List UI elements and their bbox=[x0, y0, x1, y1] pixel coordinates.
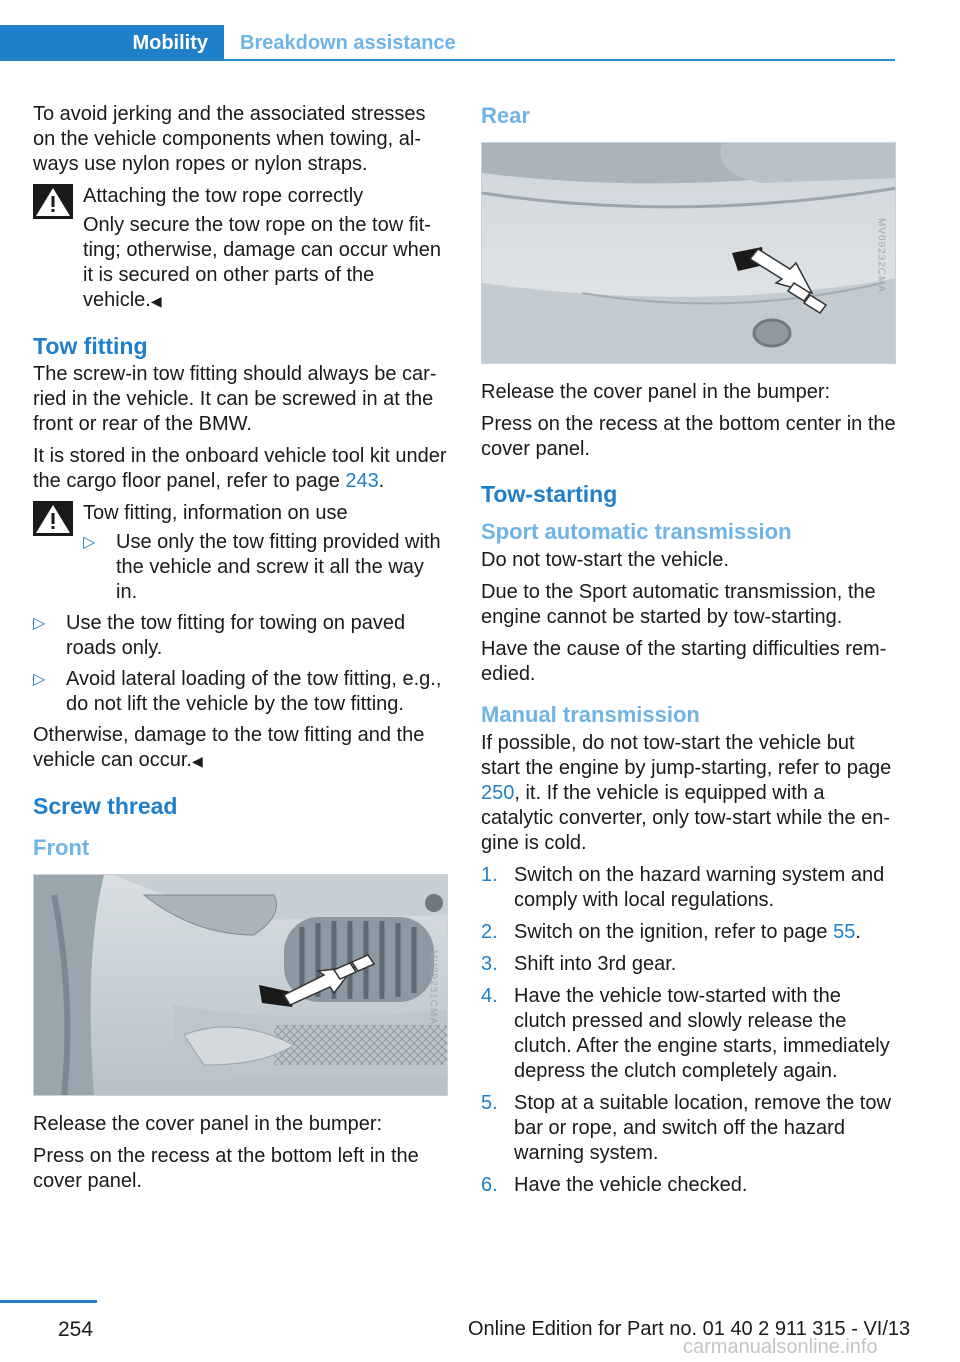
list-item bbox=[481, 952, 896, 977]
step-number: 6. bbox=[481, 1174, 498, 1196]
end-mark: ◀ bbox=[191, 753, 203, 769]
intro-paragraph: To avoid jerking and the associated stresses on the vehicle components when towing, always use nylon ropes or nylon straps. bbox=[33, 103, 426, 175]
page-link-250[interactable]: 250 bbox=[481, 782, 515, 804]
heading-tow-fitting: Tow fitting bbox=[33, 333, 148, 359]
step-text: Have the vehicle tow-started with the clutch pressed and slowly release the clutch. After the engine starts, immediately depress the clutch completely again. bbox=[514, 985, 890, 1082]
step-number: 2. bbox=[481, 921, 498, 943]
front-instruction-1: Release the cover panel in the bumper: bbox=[33, 1113, 383, 1135]
edition-footer: Online Edition for Part no. 01 40 2 911 315 - VI/13 bbox=[468, 1318, 911, 1340]
text-run: . bbox=[378, 470, 385, 492]
list-item bbox=[33, 611, 448, 661]
sport-paragraph-1: Do not tow-start the vehicle. bbox=[481, 549, 729, 571]
tow-start-steps bbox=[481, 863, 896, 1198]
page-number: 254 bbox=[58, 1318, 94, 1341]
warning-bullet-list bbox=[83, 530, 448, 605]
triangle-bullet-icon: ▷ bbox=[83, 534, 96, 551]
list-item-text: Use only the tow fitting provided with the vehicle and screw it all the way in. bbox=[116, 531, 441, 603]
warning-icon bbox=[33, 184, 73, 219]
triangle-bullet-icon: ▷ bbox=[33, 671, 46, 688]
step-number: 4. bbox=[481, 985, 498, 1007]
rear-bumper-illustration bbox=[482, 143, 896, 364]
warning-end-paragraph bbox=[33, 723, 448, 774]
step-number: 5. bbox=[481, 1092, 498, 1114]
step-text: Stop at a suitable location, remove the tow bar or rope, and switch off the hazard warning system. bbox=[514, 1092, 891, 1164]
left-column bbox=[33, 102, 448, 1201]
text-run: If possible, do not tow-start the vehicle but start the engine by jump-starting, refer to page bbox=[481, 732, 892, 779]
warning-title: Attaching the tow rope correctly bbox=[83, 185, 364, 207]
heading-rear: Rear bbox=[481, 103, 530, 128]
watermark: carmanualsonline.info bbox=[683, 1336, 878, 1358]
bullet-list bbox=[33, 611, 448, 717]
right-column bbox=[481, 102, 896, 1205]
text-run: , it. If the vehicle is equipped with a catalytic converter, only tow-start while the engine is cold. bbox=[481, 782, 891, 854]
heading-front: Front bbox=[33, 835, 90, 860]
text-run: Otherwise, damage to the tow fitting and the vehicle can occur. bbox=[33, 724, 425, 771]
triangle-bullet-icon: ▷ bbox=[33, 615, 46, 632]
list-item-text: Avoid lateral loading of the tow fitting, e.g., do not lift the vehicle by the tow fitting. bbox=[66, 668, 442, 715]
heading-manual-transmission: Manual transmission bbox=[481, 702, 700, 727]
list-item bbox=[481, 1091, 896, 1166]
tab-breakdown-assistance[interactable]: Breakdown assistance bbox=[240, 32, 456, 54]
tow-fitting-storage-paragraph bbox=[33, 444, 448, 494]
step-number: 3. bbox=[481, 953, 498, 975]
step-text: Switch on the hazard warning system and comply with local regulations. bbox=[514, 864, 885, 911]
step-text: Shift into 3rd gear. bbox=[514, 953, 677, 975]
list-item bbox=[481, 1173, 896, 1198]
text-run: It is stored in the onboard vehicle tool kit under the cargo floor panel, refer to page bbox=[33, 445, 447, 492]
rear-instruction-1: Release the cover panel in the bumper: bbox=[481, 381, 831, 403]
list-item bbox=[481, 920, 896, 945]
front-bumper-illustration bbox=[34, 875, 448, 1096]
rear-instruction-2: Press on the recess at the bottom center in the cover panel. bbox=[481, 413, 896, 460]
warning-body: Only secure the tow rope on the tow fitting; otherwise, damage can occur when it is secured on other parts of the vehicle. bbox=[83, 214, 441, 311]
tab-mobility[interactable]: Mobility bbox=[0, 25, 224, 61]
page-header bbox=[0, 25, 895, 61]
figure-code: MV09231CMA bbox=[427, 949, 439, 1026]
heading-sport-automatic: Sport automatic transmission bbox=[481, 519, 792, 544]
list-item bbox=[481, 863, 896, 913]
warning-title: Tow fitting, information on use bbox=[83, 502, 348, 524]
warning-tow-fitting bbox=[33, 501, 448, 605]
step-text: Have the vehicle checked. bbox=[514, 1174, 748, 1196]
heading-tow-starting: Tow-starting bbox=[481, 481, 618, 507]
heading-screw-thread: Screw thread bbox=[33, 793, 178, 819]
step-text: . bbox=[855, 921, 861, 943]
step-number: 1. bbox=[481, 864, 498, 886]
warning-tow-rope bbox=[33, 184, 448, 314]
page-number-rule bbox=[0, 1300, 97, 1317]
list-item bbox=[481, 984, 896, 1084]
rear-bumper-figure bbox=[481, 142, 896, 364]
list-item bbox=[33, 667, 448, 717]
tow-fitting-paragraph: The screw-in tow fitting should always be carried in the vehicle. It can be screwed in at the front or rear of the BMW. bbox=[33, 363, 437, 435]
manual-paragraph bbox=[481, 731, 896, 856]
step-text: Switch on the ignition, refer to page bbox=[514, 921, 834, 943]
page-link-243[interactable]: 243 bbox=[345, 470, 379, 492]
list-item bbox=[83, 530, 448, 605]
front-bumper-figure bbox=[33, 874, 448, 1096]
end-mark: ◀ bbox=[150, 293, 162, 309]
figure-code: MV09232CMA bbox=[875, 217, 887, 294]
front-instruction-2: Press on the recess at the bottom left in the cover panel. bbox=[33, 1145, 419, 1192]
sport-paragraph-3: Have the cause of the starting difficulties remedied. bbox=[481, 638, 887, 685]
page-link-55[interactable]: 55 bbox=[833, 921, 856, 943]
warning-icon bbox=[33, 501, 73, 536]
sport-paragraph-2: Due to the Sport automatic transmission, the engine cannot be started by tow-starting. bbox=[481, 581, 876, 628]
list-item-text: Use the tow fitting for towing on paved roads only. bbox=[66, 612, 406, 659]
